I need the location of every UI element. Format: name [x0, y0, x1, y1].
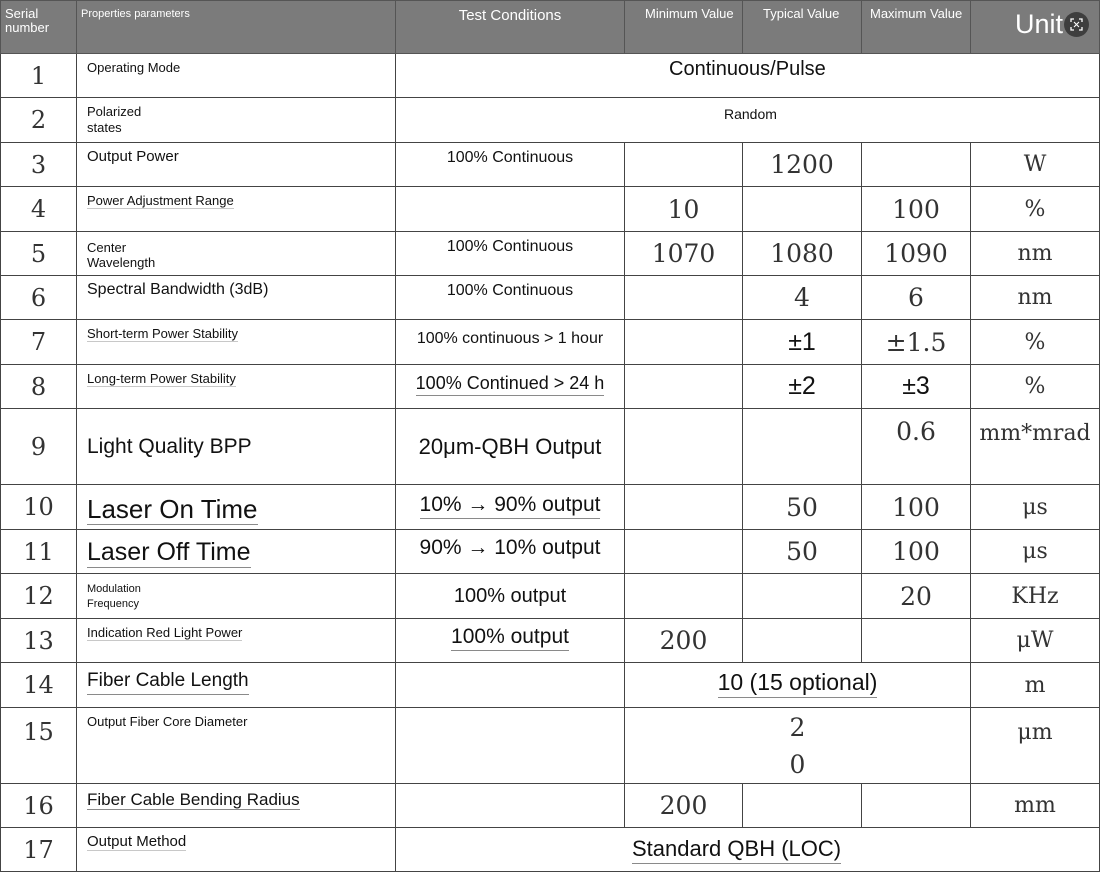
typical-cell: ±2	[743, 365, 862, 409]
property-cell: Light Quality BPP	[77, 409, 396, 485]
minimum-header: Minimum Value	[625, 1, 743, 54]
serial-cell: 14	[1, 663, 77, 708]
min-cell	[625, 276, 743, 320]
max-cell: 100	[862, 485, 971, 530]
min-cell: 200	[625, 784, 743, 828]
unit-header-label: Unit	[1014, 9, 1063, 39]
condition-cell	[396, 187, 625, 232]
property-label: Long-term Power Stability	[87, 371, 236, 386]
unit-cell: nm	[971, 276, 1100, 320]
unit-cell: μW	[971, 619, 1100, 663]
serial-cell: 5	[1, 232, 77, 276]
typical-cell	[743, 409, 862, 485]
max-cell: ±3	[862, 365, 971, 409]
condition-cell: 100% output	[396, 574, 625, 619]
span-value-cell	[625, 663, 971, 708]
condition-cell: 100% Continuous	[396, 232, 625, 276]
property-cell	[77, 530, 396, 574]
span-value-label: 10 (15 optional)	[718, 669, 878, 698]
unit-cell: %	[971, 365, 1100, 409]
span-value-cell	[625, 708, 971, 784]
property-cell	[77, 619, 396, 663]
condition-cell: 90% → 10% output	[396, 530, 625, 574]
property-cell: Polarized states	[77, 98, 396, 143]
condition-cell: 100% Continuous	[396, 276, 625, 320]
min-cell	[625, 143, 743, 187]
condition-cell	[396, 365, 625, 409]
properties-header: Properties parameters	[77, 1, 396, 54]
min-cell	[625, 409, 743, 485]
table-row	[1, 663, 1100, 708]
max-cell: 100	[862, 187, 971, 232]
min-cell	[625, 485, 743, 530]
max-cell: ±1.5	[862, 320, 971, 365]
typical-cell: 50	[743, 485, 862, 530]
table-row	[1, 365, 1100, 409]
property-label: Laser Off Time	[87, 538, 251, 566]
property-cell	[77, 365, 396, 409]
property-label: Short-term Power Stability	[87, 326, 238, 341]
property-label: Fiber Cable Length	[87, 669, 249, 695]
unit-cell: m	[971, 663, 1100, 708]
property-label: Indication Red Light Power	[87, 625, 243, 640]
serial-cell: 12	[1, 574, 77, 619]
serial-cell: 13	[1, 619, 77, 663]
typical-cell: 50	[743, 530, 862, 574]
typical-cell	[743, 574, 862, 619]
serial-cell: 11	[1, 530, 77, 574]
condition-label: 100% Continued > 24 h	[416, 373, 605, 396]
unit-cell: W	[971, 143, 1100, 187]
span-value-cell: Continuous/Pulse	[396, 54, 1100, 98]
property-cell: Output Fiber Core Diameter	[77, 708, 396, 784]
maximum-header: Maximum Value	[862, 1, 971, 54]
table-row	[1, 784, 1100, 828]
table-row	[1, 232, 1100, 276]
max-cell: 0.6	[862, 409, 971, 485]
condition-cell	[396, 784, 625, 828]
header-row	[1, 1, 1100, 54]
table-row	[1, 187, 1100, 232]
serial-header: Serial number	[1, 1, 77, 54]
typical-cell	[743, 619, 862, 663]
max-cell: 100	[862, 530, 971, 574]
core-diameter-digit-2: 0	[789, 749, 806, 779]
typical-cell: 1080	[743, 232, 862, 276]
typical-cell: 1200	[743, 143, 862, 187]
property-cell	[77, 187, 396, 232]
serial-cell: 9	[1, 409, 77, 485]
expand-icon[interactable]	[1064, 12, 1089, 37]
table-row	[1, 143, 1100, 187]
property-label: Fiber Cable Bending Radius	[87, 790, 300, 809]
condition-cell: 100% continuous > 1 hour	[396, 320, 625, 365]
max-cell: 1090	[862, 232, 971, 276]
table-row	[1, 54, 1100, 98]
max-cell	[862, 143, 971, 187]
condition-cell	[396, 708, 625, 784]
property-cell: Center Wavelength	[77, 232, 396, 276]
max-cell	[862, 784, 971, 828]
property-cell: Operating Mode	[77, 54, 396, 98]
table-row	[1, 574, 1100, 619]
condition-label: 100% output	[451, 625, 569, 651]
unit-cell: %	[971, 320, 1100, 365]
table-row	[1, 409, 1100, 485]
condition-cell	[396, 619, 625, 663]
property-label: Output Method	[87, 833, 187, 850]
property-cell	[77, 485, 396, 530]
unit-cell: mm*mrad	[971, 409, 1100, 485]
min-cell	[625, 320, 743, 365]
table-row	[1, 276, 1100, 320]
max-cell: 6	[862, 276, 971, 320]
core-diameter-digit-1: 2	[789, 712, 806, 742]
typical-cell: 4	[743, 276, 862, 320]
serial-cell: 8	[1, 365, 77, 409]
condition-label: 10% → 90% output	[420, 493, 601, 519]
serial-cell: 2	[1, 98, 77, 143]
unit-cell: nm	[971, 232, 1100, 276]
table-row	[1, 708, 1100, 784]
unit-cell: μs	[971, 530, 1100, 574]
table-row	[1, 320, 1100, 365]
serial-cell: 10	[1, 485, 77, 530]
table-row	[1, 530, 1100, 574]
property-cell: Spectral Bandwidth (3dB)	[77, 276, 396, 320]
typical-header: Typical Value	[743, 1, 862, 54]
serial-cell: 7	[1, 320, 77, 365]
typical-cell	[743, 187, 862, 232]
min-cell	[625, 574, 743, 619]
span-value-label: Standard QBH (LOC)	[632, 836, 841, 864]
unit-cell: mm	[971, 784, 1100, 828]
typical-cell: ±1	[743, 320, 862, 365]
serial-cell: 6	[1, 276, 77, 320]
unit-cell: μm	[971, 708, 1100, 784]
unit-cell: KHz	[971, 574, 1100, 619]
min-cell	[625, 365, 743, 409]
unit-header	[971, 1, 1100, 54]
condition-cell	[396, 485, 625, 530]
table-row	[1, 619, 1100, 663]
condition-cell: 100% Continuous	[396, 143, 625, 187]
max-cell: 20	[862, 574, 971, 619]
table-row	[1, 485, 1100, 530]
property-cell: Output Power	[77, 143, 396, 187]
serial-cell: 3	[1, 143, 77, 187]
property-cell	[77, 784, 396, 828]
max-cell	[862, 619, 971, 663]
serial-cell: 4	[1, 187, 77, 232]
table-row	[1, 98, 1100, 143]
min-cell	[625, 530, 743, 574]
property-cell	[77, 320, 396, 365]
serial-cell: 15	[1, 708, 77, 784]
property-cell: Modulation Frequency	[77, 574, 396, 619]
property-label: Laser On Time	[87, 494, 258, 524]
serial-cell: 17	[1, 828, 77, 872]
condition-cell: 20μm-QBH Output	[396, 409, 625, 485]
min-cell: 200	[625, 619, 743, 663]
span-value-cell: Random	[396, 98, 1100, 143]
serial-cell: 1	[1, 54, 77, 98]
unit-cell: μs	[971, 485, 1100, 530]
unit-cell: %	[971, 187, 1100, 232]
conditions-header: Test Conditions	[396, 1, 625, 54]
typical-cell	[743, 784, 862, 828]
property-label: Power Adjustment Range	[87, 193, 234, 208]
min-cell: 10	[625, 187, 743, 232]
property-cell	[77, 663, 396, 708]
serial-cell: 16	[1, 784, 77, 828]
min-cell: 1070	[625, 232, 743, 276]
condition-cell	[396, 663, 625, 708]
